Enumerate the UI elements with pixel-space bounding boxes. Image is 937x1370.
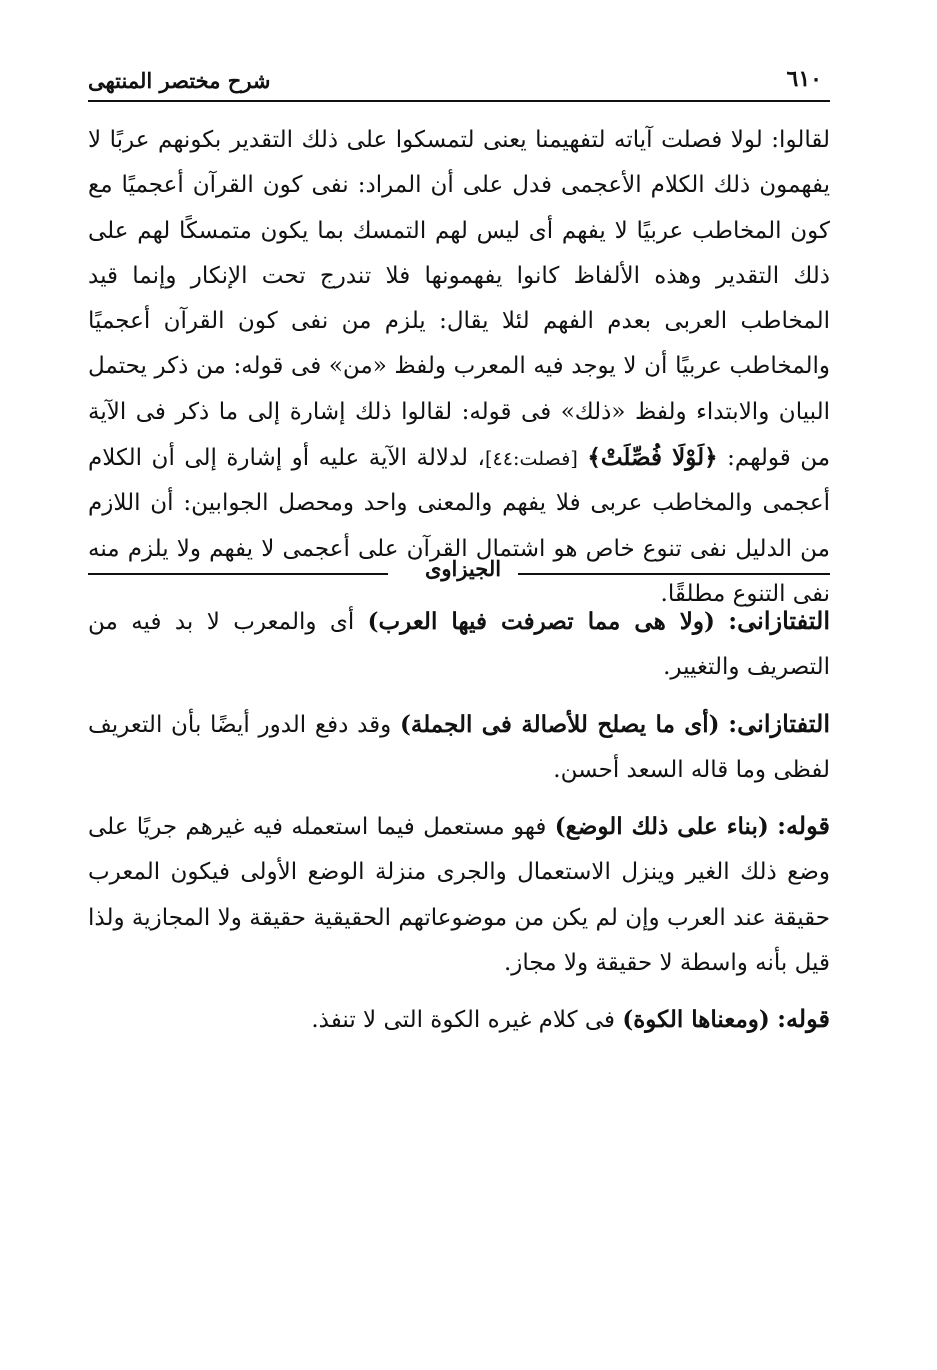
commentary-text-continued: ، لدلالة الآية عليه أو إشارة إلى أن الكلام أعجمى والمخاطب عربى فلا يفهم والمعنى واحد ومحصل الجوابين: أن اللازم من الدليل نفى تنوع خاص هو اشتمال القرآن على أعجمى لا يفهم ولا يلزم منه نفى التنوع مطلقًا.	[88, 445, 830, 607]
gloss-body: أى والمعرب لا بد فيه من التصريف والتغيير.	[88, 609, 830, 681]
gloss-paragraph	[88, 701, 830, 794]
commentary-section	[88, 118, 830, 617]
gloss-quote: (بناء على ذلك الوضع)	[554, 813, 769, 841]
gloss-lead: التفتازانى:	[728, 606, 831, 635]
gloss-body: وقد دفع الدور أيضًا بأن التعريف لفظى وما قاله السعد أحسن.	[88, 711, 830, 783]
section-divider	[88, 556, 830, 594]
gloss-lead: قوله:	[777, 811, 830, 841]
gloss-lead: التفتازانى:	[728, 708, 831, 738]
gloss-quote: (ومعناها الكوة)	[622, 1006, 770, 1034]
gloss-body: فهو مستعمل فيما استعمله فيه غيرهم جريًا على وضع ذلك الغير وينزل الاستعمال والجرى منزلة الوضع الأولى فيكون المعرب حقيقة عند العرب وإن لم يكن من موضوعاتهم الحقيقية حقيقة ولا المجازية ولذا قيل بأنه واسطة لا حقيقة ولا مجاز.	[88, 814, 830, 977]
gloss-paragraph	[88, 996, 830, 1043]
gloss-paragraph	[88, 598, 830, 691]
gloss-quote: (ولا هى مما تصرفت فيها العرب)	[367, 608, 715, 635]
verse-reference: [فصلت:٤٤]	[484, 447, 578, 471]
divider-rule-left	[88, 573, 388, 575]
commentary-paragraph	[88, 118, 830, 617]
divider-rule-right	[518, 573, 830, 575]
gloss-quote: (أى ما يصلح للأصالة فى الجملة)	[399, 710, 720, 738]
running-title: شرح مختصر المنتهى	[88, 68, 271, 93]
commentary-text: لقالوا: لولا فصلت آياته لتفهيمنا يعنى لتمسكوا على ذلك التقدير بكونهم عربًا لا يفهمون ذلك الكلام الأعجمى فدل على أن المراد: نفى كون القرآن أعجميًا مع كون المخاطب عربيًا لا يفهم أى ليس لهم التمسك بما يكون متمسكًا لهم على ذلك التقدير وهذه الألفاظ كانوا يفهمونها فلا تندرج تحت الإنكار وإنما قيد المخاطب العربى بعدم الفهم لئلا يقال: يلزم من نفى كون القرآن أعجميًا والمخاطب عربيًا أن لا يوجد فيه المعرب ولفظ «من» فى قوله: من ذكر يحتمل البيان والابتداء ولفظ «ذلك» فى قوله: لقالوا ذلك إشارة إلى ما ذكر فى الآية من قولهم:	[88, 127, 831, 472]
divider-label: الجيزاوى	[424, 556, 502, 581]
gloss-paragraph	[88, 803, 830, 986]
gloss-section	[88, 598, 830, 1054]
page-header	[88, 60, 830, 102]
gloss-lead: قوله:	[777, 1004, 830, 1034]
page-number: ٦١٠	[786, 66, 822, 92]
gloss-body: فى كلام غيره الكوة التى لا تنفذ.	[311, 1007, 616, 1034]
quran-verse: ﴿لَوْلَا فُصِّلَتْ﴾	[587, 444, 718, 472]
